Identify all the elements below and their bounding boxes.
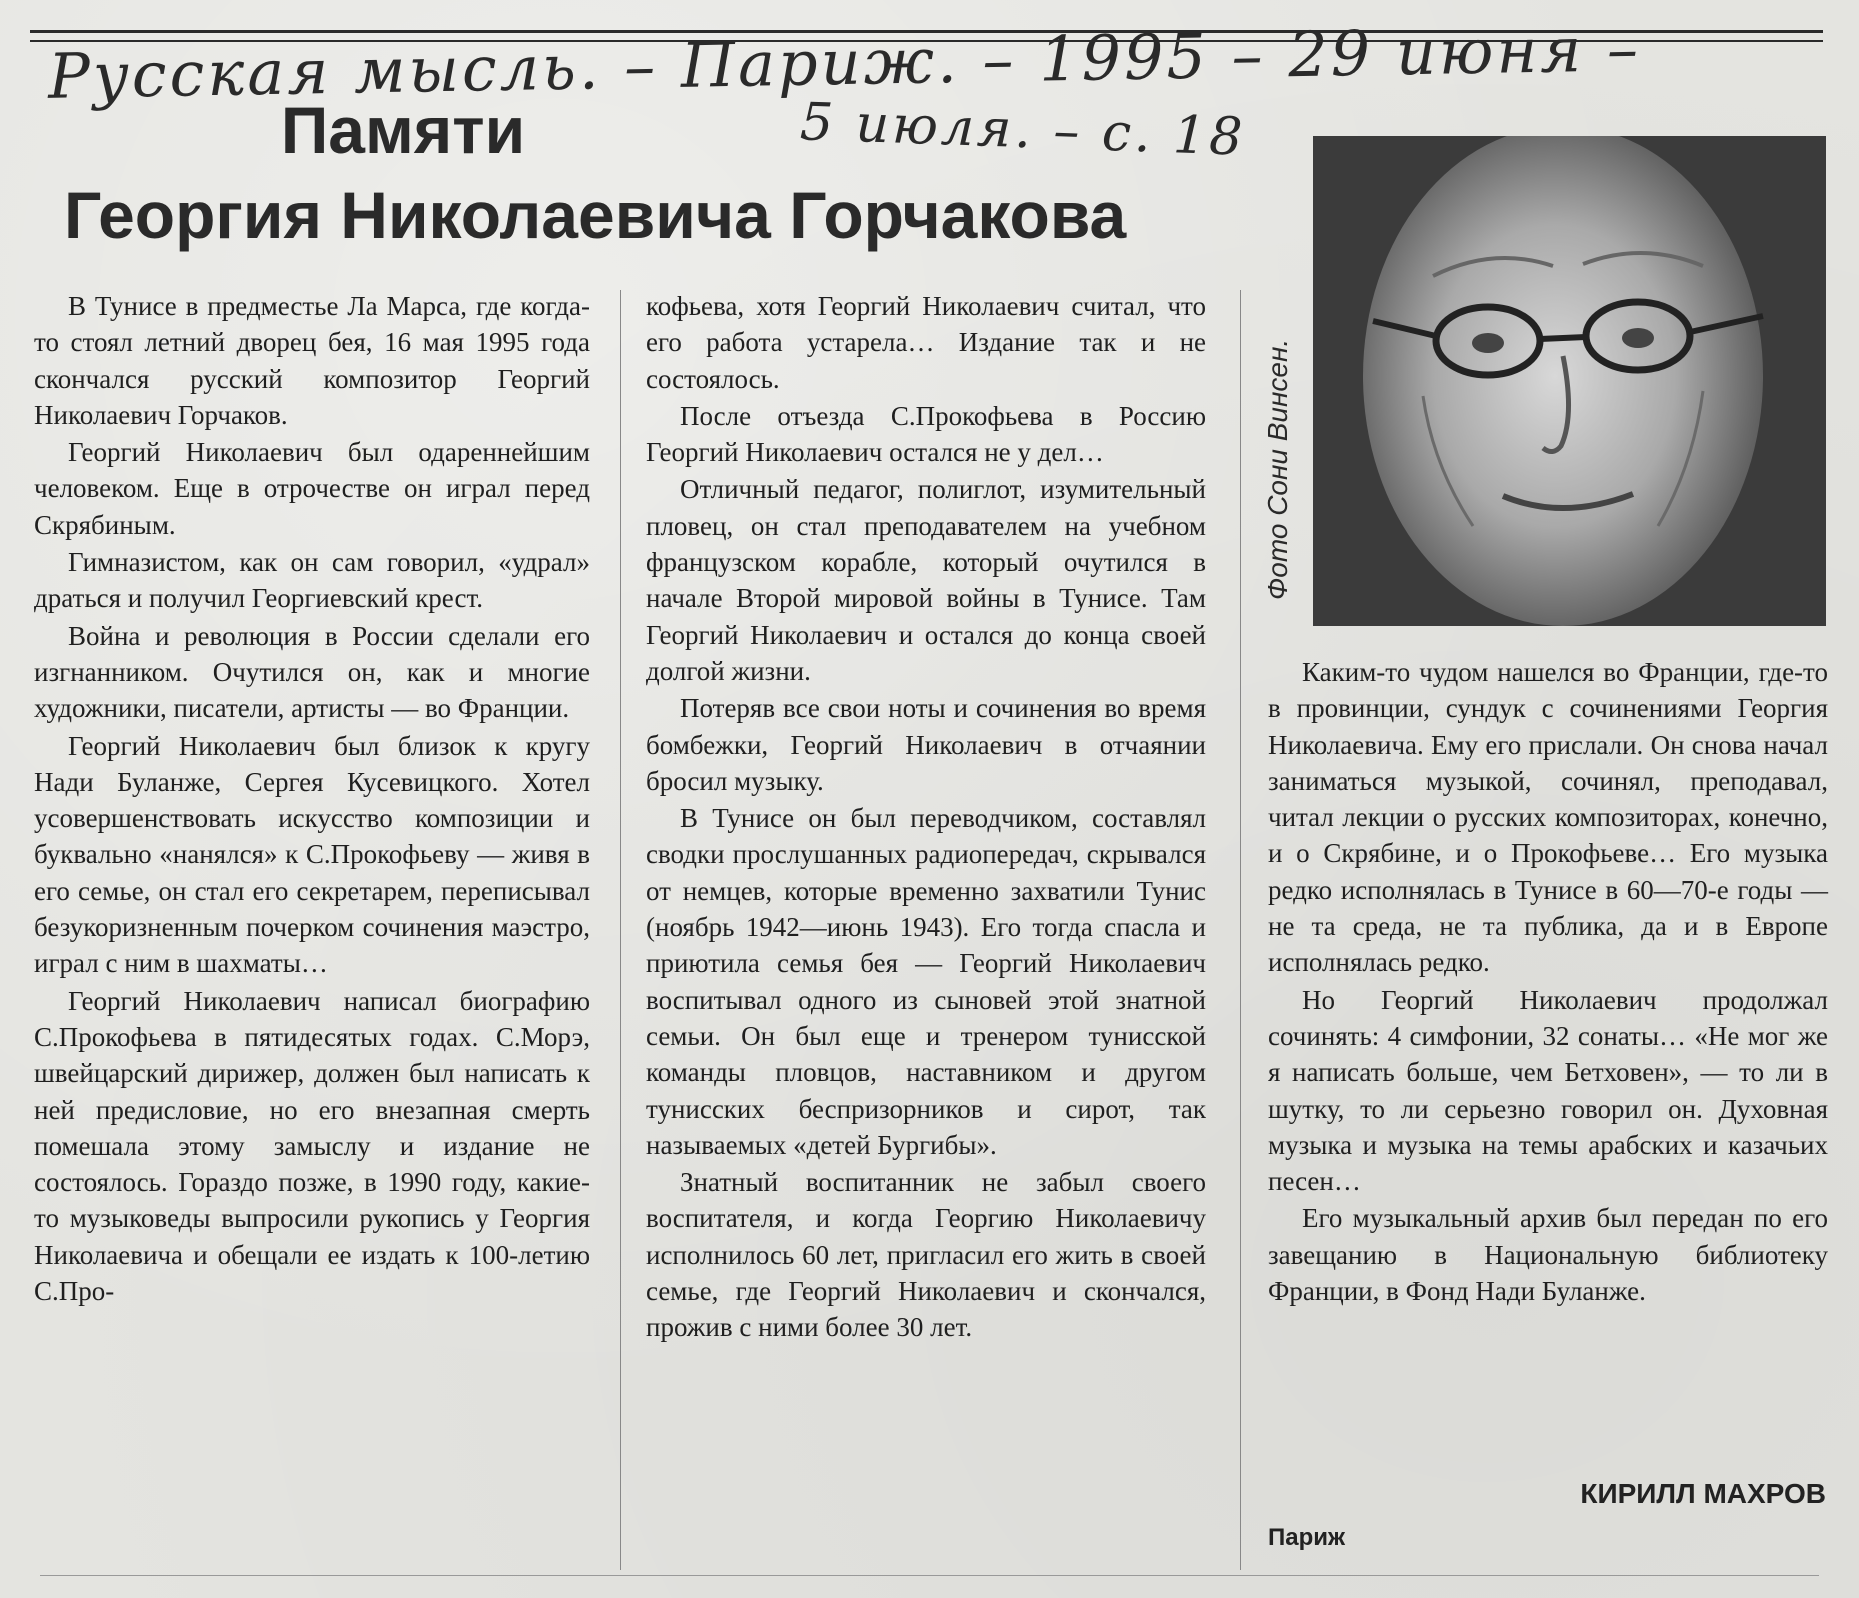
paragraph: Война и революция в России сделали его изгнанником. Очутился он, как и многие художники, писатели, артисты — во Франции.	[34, 620, 590, 724]
handwritten-source-note-line2: 5 июля. – с. 18	[799, 92, 1247, 168]
article-column-2	[646, 288, 1206, 1347]
paragraph: Его музыкальный архив был передан по его завещанию в Национальную библиотеку Франции, в Фонд Нади Буланже.	[1268, 1203, 1828, 1307]
portrait-illustration	[1313, 136, 1826, 626]
handwritten-source-note: Русская мысль. – Париж. – 1995 – 29 июня –	[47, 12, 1642, 113]
paragraph: Знатный воспитанник не забыл своего воспитателя, и когда Георгию Николаевичу исполнилось 60 лет, пригласил его жить в своей семье, где Георгий Николаевич и скончался, прожив с ними более 30 лет.	[646, 1167, 1206, 1343]
headline-line-2: Георгия Николаевича Горчакова	[64, 178, 1127, 253]
paragraph: Каким-то чудом нашелся во Франции, где-то в провинции, сундук с сочинениями Георгия Николаевича. Ему его прислали. Он снова начал заниматься музыкой, сочинял, преподавал, читал лекции о русских композиторах, конечно, и о Скрябине, и о Прокофьеве… Его музыка редко исполнялась в Тунисе в 60—70-е годы — не та среда, не та публика, да и в Европе исполнялась редко.	[1268, 657, 1828, 978]
paragraph: Но Георгий Николаевич продолжал сочинять: 4 симфонии, 32 сонаты… «Не мог же я написать больше, чем Бетховен», — то ли в шутку, то ли серьезно говорил он. Духовная музыка и музыка на темы арабских и казачьих песен…	[1268, 984, 1828, 1197]
column-divider	[1240, 290, 1241, 1570]
paragraph: После отъезда С.Прокофьева в Россию Георгий Николаевич остался не у дел…	[646, 400, 1206, 468]
photo-credit: Фото Сони Винсен.	[1262, 338, 1293, 600]
dateline-place: Париж	[1268, 1524, 1346, 1551]
paragraph: Гимназистом, как он сам говорил, «удрал» драться и получил Георгиевский крест.	[34, 547, 590, 614]
paragraph: В Тунисе он был переводчиком, составлял сводки прослушанных радиопередач, скрывался от немцев, которые временно захватили Тунис (ноябрь 1942—июнь 1943). Его тогда спасла и приютила семья бея — Георгий Николаевич воспитывал одного из сыновей этой знатной семьи. Он был еще и тренером тунисской команды пловцов, наставником и другом тунисских беспризорников и сирот, так называемых «детей Бургибы».	[646, 803, 1206, 1160]
column-divider	[620, 290, 621, 1570]
paragraph: Георгий Николаевич был одареннейшим человеком. Еще в отрочестве он играл перед Скрябиным.	[34, 437, 590, 540]
paragraph: Потеряв все свои ноты и сочинения во время бомбежки, Георгий Николаевич в отчаянии бросил музыку.	[646, 693, 1206, 796]
paragraph: Георгий Николаевич написал биографию С.Прокофьева в пятидесятых годах. С.Морэ, швейцарский дирижер, должен был написать к ней предисловие, но его внезапная смерть помешала этому замыслу и издание не состоялось. Гораздо позже, в 1990 году, какие-то музыковеды выпросили рукопись у Георгия Николаевича и обещали ее издать к 100-летию С.Про-	[34, 985, 590, 1307]
portrait-photo	[1313, 136, 1826, 626]
article-column-1	[34, 288, 590, 1310]
bottom-rule	[40, 1575, 1819, 1576]
article-headline	[28, 93, 1268, 253]
paragraph: Отличный педагог, полиглот, изумительный пловец, он стал преподавателем на учебном французском корабле, который очутился в начале Второй мировой войны в Тунисе. Там Георгий Николаевич и остался до конца своей долгой жизни.	[646, 474, 1206, 686]
paragraph-continuation: кофьева, хотя Георгий Николаевич считал, что его работа устарела… Издание так и не состоялось.	[646, 291, 1206, 394]
paragraph: В Тунисе в предместье Ла Марса, где когда-то стоял летний дворец бея, 16 мая 1995 года скончался русский композитор Георгий Николаевич Горчаков.	[34, 291, 590, 430]
paragraph: Георгий Николаевич был близок к кругу Нади Буланже, Сергея Кусевицкого. Хотел усовершенствовать искусство композиции и буквально «нанялся» к С.Прокофьеву — живя в его семье, он стал его секретарем, переписывал безукоризненным почерком сочинения маэстро, играл с ним в шахматы…	[34, 730, 590, 979]
author-byline: КИРИЛЛ МАХРОВ	[1580, 1478, 1826, 1509]
article-column-3	[1268, 654, 1828, 1310]
headline-line-1: Памяти	[280, 93, 526, 167]
